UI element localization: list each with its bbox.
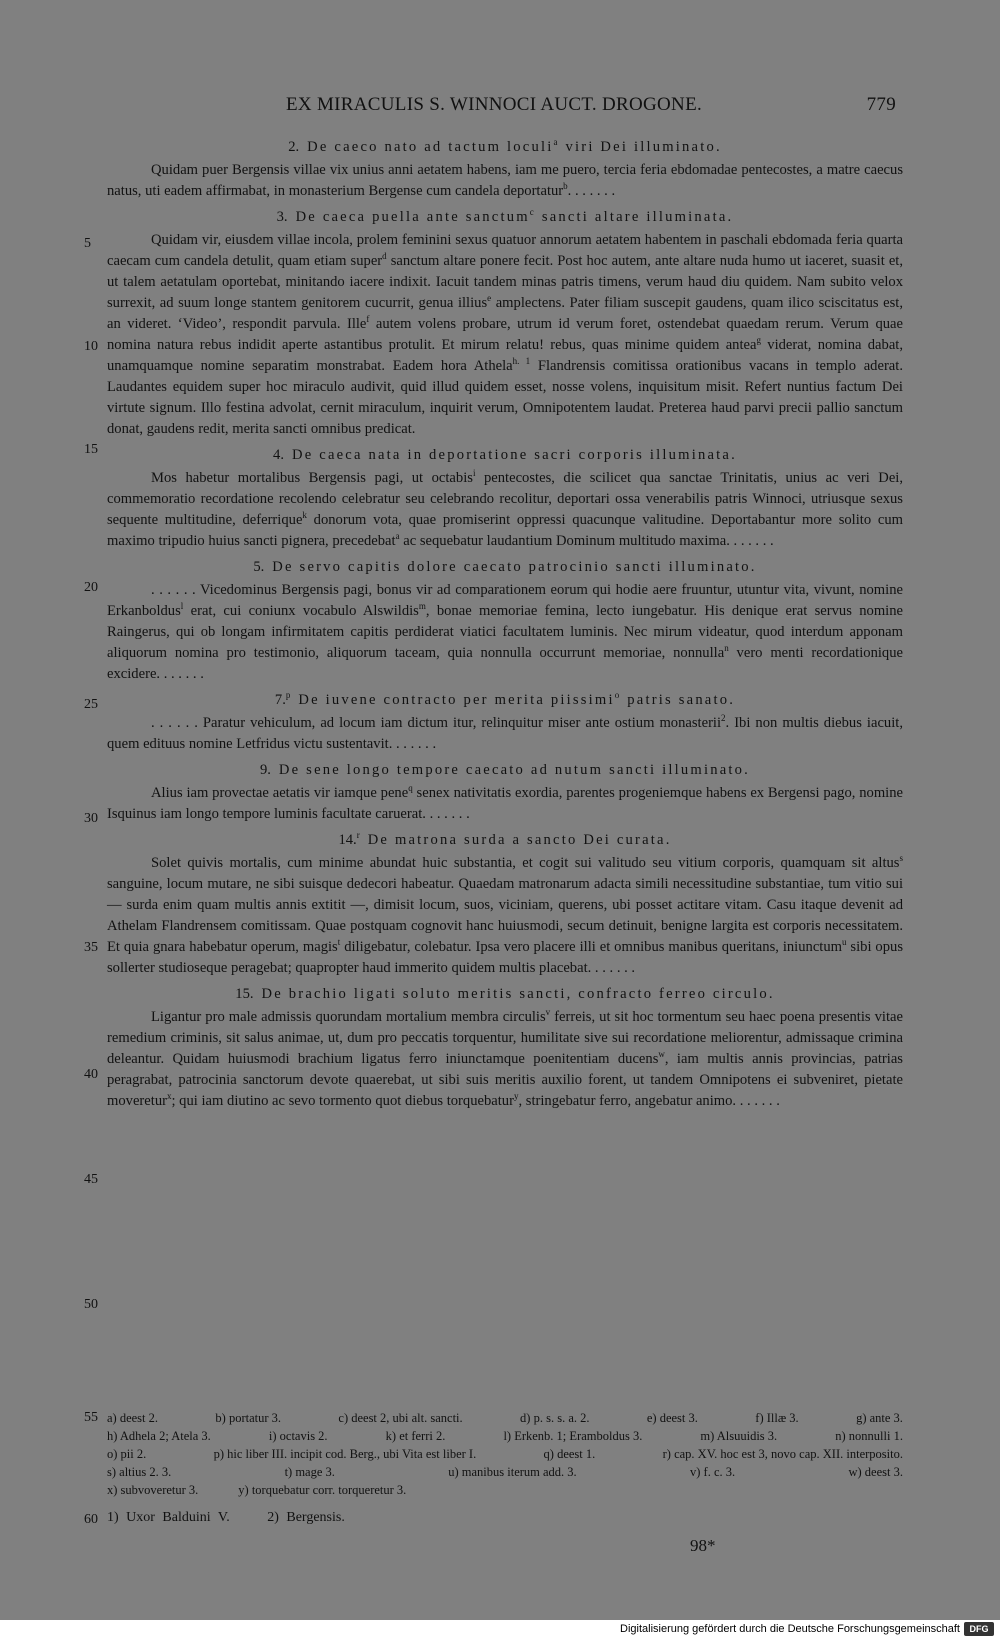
section-heading: 7.$^p$ De iuvene contracto per merita piissimi$^o$ patris sanato. bbox=[274, 690, 736, 708]
running-title: EX MIRACULIS S. WINNOCI AUCT. DROGONE. bbox=[286, 94, 703, 115]
section-paragraph: Quidam vir, eiusdem villae incola, prolem feminini sexus quatuor annorum aetatem habentem in paschali ebdomada feria quarta caecam cum candela detulit, quam etiam super$^d$ sanctum altare ponere fecit. Post hoc autem, ante altare nuda humo ut iaceret, suasit et, ut talem aetatulam oportebat, minitando iacere indixit. Iacuit tandem minas patris timens, verum haud diu quidem. Nam subito velox surrexit, ad suum longe stantem genitorem cucurrit, genua illius$^e$ amplectens. Pater filiam suscepit gaudens, quam ilico sciscitatus est, an videret. ‘Video’, respondit parvula. Ille$^f$ autem volens probare, utrum id verum foret, ostendebat quaedam rerum. Verum quae nomina natura rebus indidit aperte astantibus protulit. Et mirum relatu! rebus, quas minime quidem antea$^g$ viderat, nomina dabat, unamquamque nomine separatim monstrabat. Eadem hora Athela$^{h. 1}$ Flandrensis comitissa orationibus vacans in templo aderat. Laudantes equidem super hoc miraculo audivit, quid illud quidem esset, nosse volens, inquisitum misit. Refert nuntius factum Dei virtute signum. Illo festina advolat, cernit miraculum, inquirit verum, Omnipotentem laudat. Preterea haud parvi precii pallio sanctum donat, gaudens redit, merita sancti omnibus predicat. bbox=[107, 232, 904, 437]
footnote: m) Alsuuidis 3. bbox=[700, 1429, 778, 1443]
footnote: c) deest 2, ubi alt. sancti. bbox=[338, 1411, 463, 1425]
footnote: a) deest 2. bbox=[107, 1411, 159, 1425]
footnote: w) deest 3. bbox=[848, 1465, 903, 1479]
footnote: t) mage 3. bbox=[284, 1465, 335, 1479]
source-notes bbox=[107, 1510, 375, 1526]
line-number: 25 bbox=[84, 697, 98, 712]
section-heading: 15. De brachio ligati soluto meritis sancti, confracto ferreo circulo. bbox=[235, 986, 775, 1002]
line-number: 30 bbox=[84, 811, 98, 826]
signature-mark: 98* bbox=[690, 1536, 716, 1555]
section-heading: 9. De sene longo tempore caecato ad nutum sancti illuminato. bbox=[259, 762, 751, 778]
footnote: x) subvoveretur 3. bbox=[107, 1483, 199, 1497]
footnote: i) octavis 2. bbox=[268, 1429, 328, 1443]
line-number: 35 bbox=[84, 940, 98, 955]
footnote: q) deest 1. bbox=[543, 1447, 596, 1461]
section-heading: 5. De servo capitis dolore caecato patrocinio sancti illuminato. bbox=[253, 559, 757, 575]
page-number: 779 bbox=[866, 94, 896, 115]
footnote: d) p. s. s. a. 2. bbox=[520, 1411, 590, 1425]
section-paragraph: Mos habetur mortalibus Bergensis pagi, ut octabis$^i$ pentecostes, die scilicet qua sanctae Trinitatis, unius ac veri Dei, commemoratio recordatione recolendo celebratur seu celebrando recolitur, deportari ossa venerabilis patris Winnoci, utriusque sexus sequente multitudine, deferrique$^k$ donorum vota, quae promiserint oppressi quacunque valitudine. Deportabantur more solito cum maximo tripudio huius sancti pignera, precedebat$^a$ ac sequebatur laudantium Dominum multitudo maxima. . . . . . . bbox=[107, 468, 904, 549]
footnote: b) portatur 3. bbox=[215, 1411, 282, 1425]
footnote: s) altius 2. 3. bbox=[107, 1465, 172, 1479]
footnote: y) torquebatur corr. torqueretur 3. bbox=[238, 1483, 407, 1497]
funding-note: Digitalisierung gefördert durch die Deutsche Forschungsgemeinschaft bbox=[620, 1623, 960, 1635]
section-paragraph: Quidam puer Bergensis villae vix unius anni aetatem habens, iam me puero, tercia feria ebdomadae pentecostes, a matre caecus natus, uti eadem affirmabat, in monasterium Bergense cum candela deportatur$^b$. . . . . . . bbox=[107, 162, 903, 199]
line-number: 60 bbox=[84, 1512, 98, 1527]
source-note: 2) Bergensis. bbox=[267, 1510, 345, 1525]
critical-apparatus bbox=[107, 1409, 903, 1499]
footnote: n) nonnulli 1. bbox=[835, 1429, 903, 1443]
footnote: g) ante 3. bbox=[856, 1411, 903, 1425]
section-paragraph: . . . . . . Vicedominus Bergensis pagi, bonus vir ad comparationem eorum qui hodie aere fruuntur, utuntur vita, vivunt, nomine Erkanboldus$^l$ erat, cui coniunx vocabulo Alswildis$^m$, bonae memoriae femina, lecto iungebatur. His denique erat servus nomine Raingerus, qui ob longam infirmitatem capitis perdiderat viatici facultatem luminis. Nec mirum videatur, quod interdum apponam aliquorum nomina pro testimonio, aliquorum taceam, quia nonnulla occurrunt memoriae, nonnulla$^n$ vero menti recordationique excidere. . . . . . . bbox=[107, 582, 904, 682]
footnote: e) deest 3. bbox=[646, 1411, 698, 1425]
footnote: r) cap. XV. hoc est 3, novo cap. XII. interposito. bbox=[662, 1447, 903, 1461]
section-paragraph: Ligantur pro male admissis quorundam mortalium membra circulis$^v$ ferreis, ut sit hoc tormentum seu haec poena presentis vitae remedium criminis, sit salus animae, ut, dum pro peccatis torquentur, humilitate sive sui recordatione meliorentur, admissaque crimina deleantur. Quidam huiusmodi brachium ligatus ferro iniunctamque poenitentiam ducens$^w$, iam multis annis provincias, patrias peragrabat, patrocinia sanctorum devote quaerebat, ut sibi suis meritis auxilio forent, ut tandem Omnipotens ei subveniret, pietate moveretur$^x$; qui iam diutino ac sevo tormento quot diebus torquebatur$^y$, stringebatur ferro, angebatur animo. . . . . . . bbox=[107, 1007, 903, 1109]
section-paragraph: . . . . . . Paratur vehiculum, ad locum iam dictum itur, relinquitur miser ante ostium monasterii$^2$. Ibi non multis diebus iacuit, quem edituus nomine Letfridus victu sustentavit. . . . . . . bbox=[107, 713, 903, 752]
footnote: l) Erkenb. 1; Eramboldus 3. bbox=[503, 1429, 643, 1443]
line-number: 5 bbox=[84, 236, 91, 251]
section-heading: 4. De caeca nata in deportatione sacri corporis illuminata. bbox=[273, 447, 737, 463]
line-number: 15 bbox=[84, 442, 98, 457]
line-number: 45 bbox=[84, 1172, 98, 1187]
footnote: o) pii 2. bbox=[107, 1447, 147, 1461]
line-number: 40 bbox=[84, 1067, 98, 1082]
line-number: 50 bbox=[84, 1297, 98, 1312]
line-number: 20 bbox=[84, 580, 98, 595]
footnote: h) Adhela 2; Atela 3. bbox=[107, 1429, 211, 1443]
footnote: v) f. c. 3. bbox=[690, 1465, 736, 1479]
section-heading: 14.$^r$ De matrona surda a sancto Dei curata. bbox=[338, 830, 672, 848]
digitization-footer bbox=[0, 1620, 1000, 1639]
section-paragraph: Solet quivis mortalis, cum minime abundat huic substantia, et cogit sui valitudo seu vitium corporis, quamquam sit altus$^s$ sanguine, locum mutare, ne sibi suisque dedecori habeatur. Quaedam matronarum adacta simili necessitudine substantiae, tum vitio sui — surda enim quam multis annis extitit —, dimisit locum, suos, viciniam, querens, ubi posset actitare vitam. Casu itaque devenit ad Athelam Flandrensem comitissam. Quae postquam cognovit hanc huiusmodi, secum detinuit, benigne largita est corporis necessitatem. Et quia gnara habebatur operum, magis$^t$ diligebatur, colebatur. Ipsa vero placere illi et omnibus manibus queritans, iniunctum$^u$ sibi opus sollerter studioseque peragebat; quapropter haud immerito quidem multis placebat. . . . . . . bbox=[107, 853, 904, 976]
main-text bbox=[107, 137, 903, 1112]
section-heading: 3. De caeca puella ante sanctum$^c$ sancti altare illuminata. bbox=[276, 207, 734, 225]
section-heading: 2. De caeco nato ad tactum loculi$^a$ viri Dei illuminato. bbox=[288, 137, 722, 155]
line-number: 55 bbox=[84, 1410, 98, 1425]
section-paragraph: Alius iam provectae aetatis vir iamque pene$^q$ senex nativitatis exordia, parentes progeniemque habens ex Bergensi pago, nomine Isquinus iam longo tempore luminis facultate caruerat. . . . . . . bbox=[107, 783, 903, 822]
source-note: 1) Uxor Balduini V. bbox=[107, 1510, 230, 1525]
footnote: u) manibus iterum add. 3. bbox=[448, 1465, 577, 1479]
line-number: 10 bbox=[84, 339, 98, 354]
dfg-logo: DFG bbox=[964, 1622, 994, 1636]
footnote: p) hic liber III. incipit cod. Berg., ubi Vita est liber I. bbox=[213, 1447, 477, 1461]
footnote: f) Illæ 3. bbox=[755, 1411, 799, 1425]
footnote: k) et ferri 2. bbox=[385, 1429, 446, 1443]
